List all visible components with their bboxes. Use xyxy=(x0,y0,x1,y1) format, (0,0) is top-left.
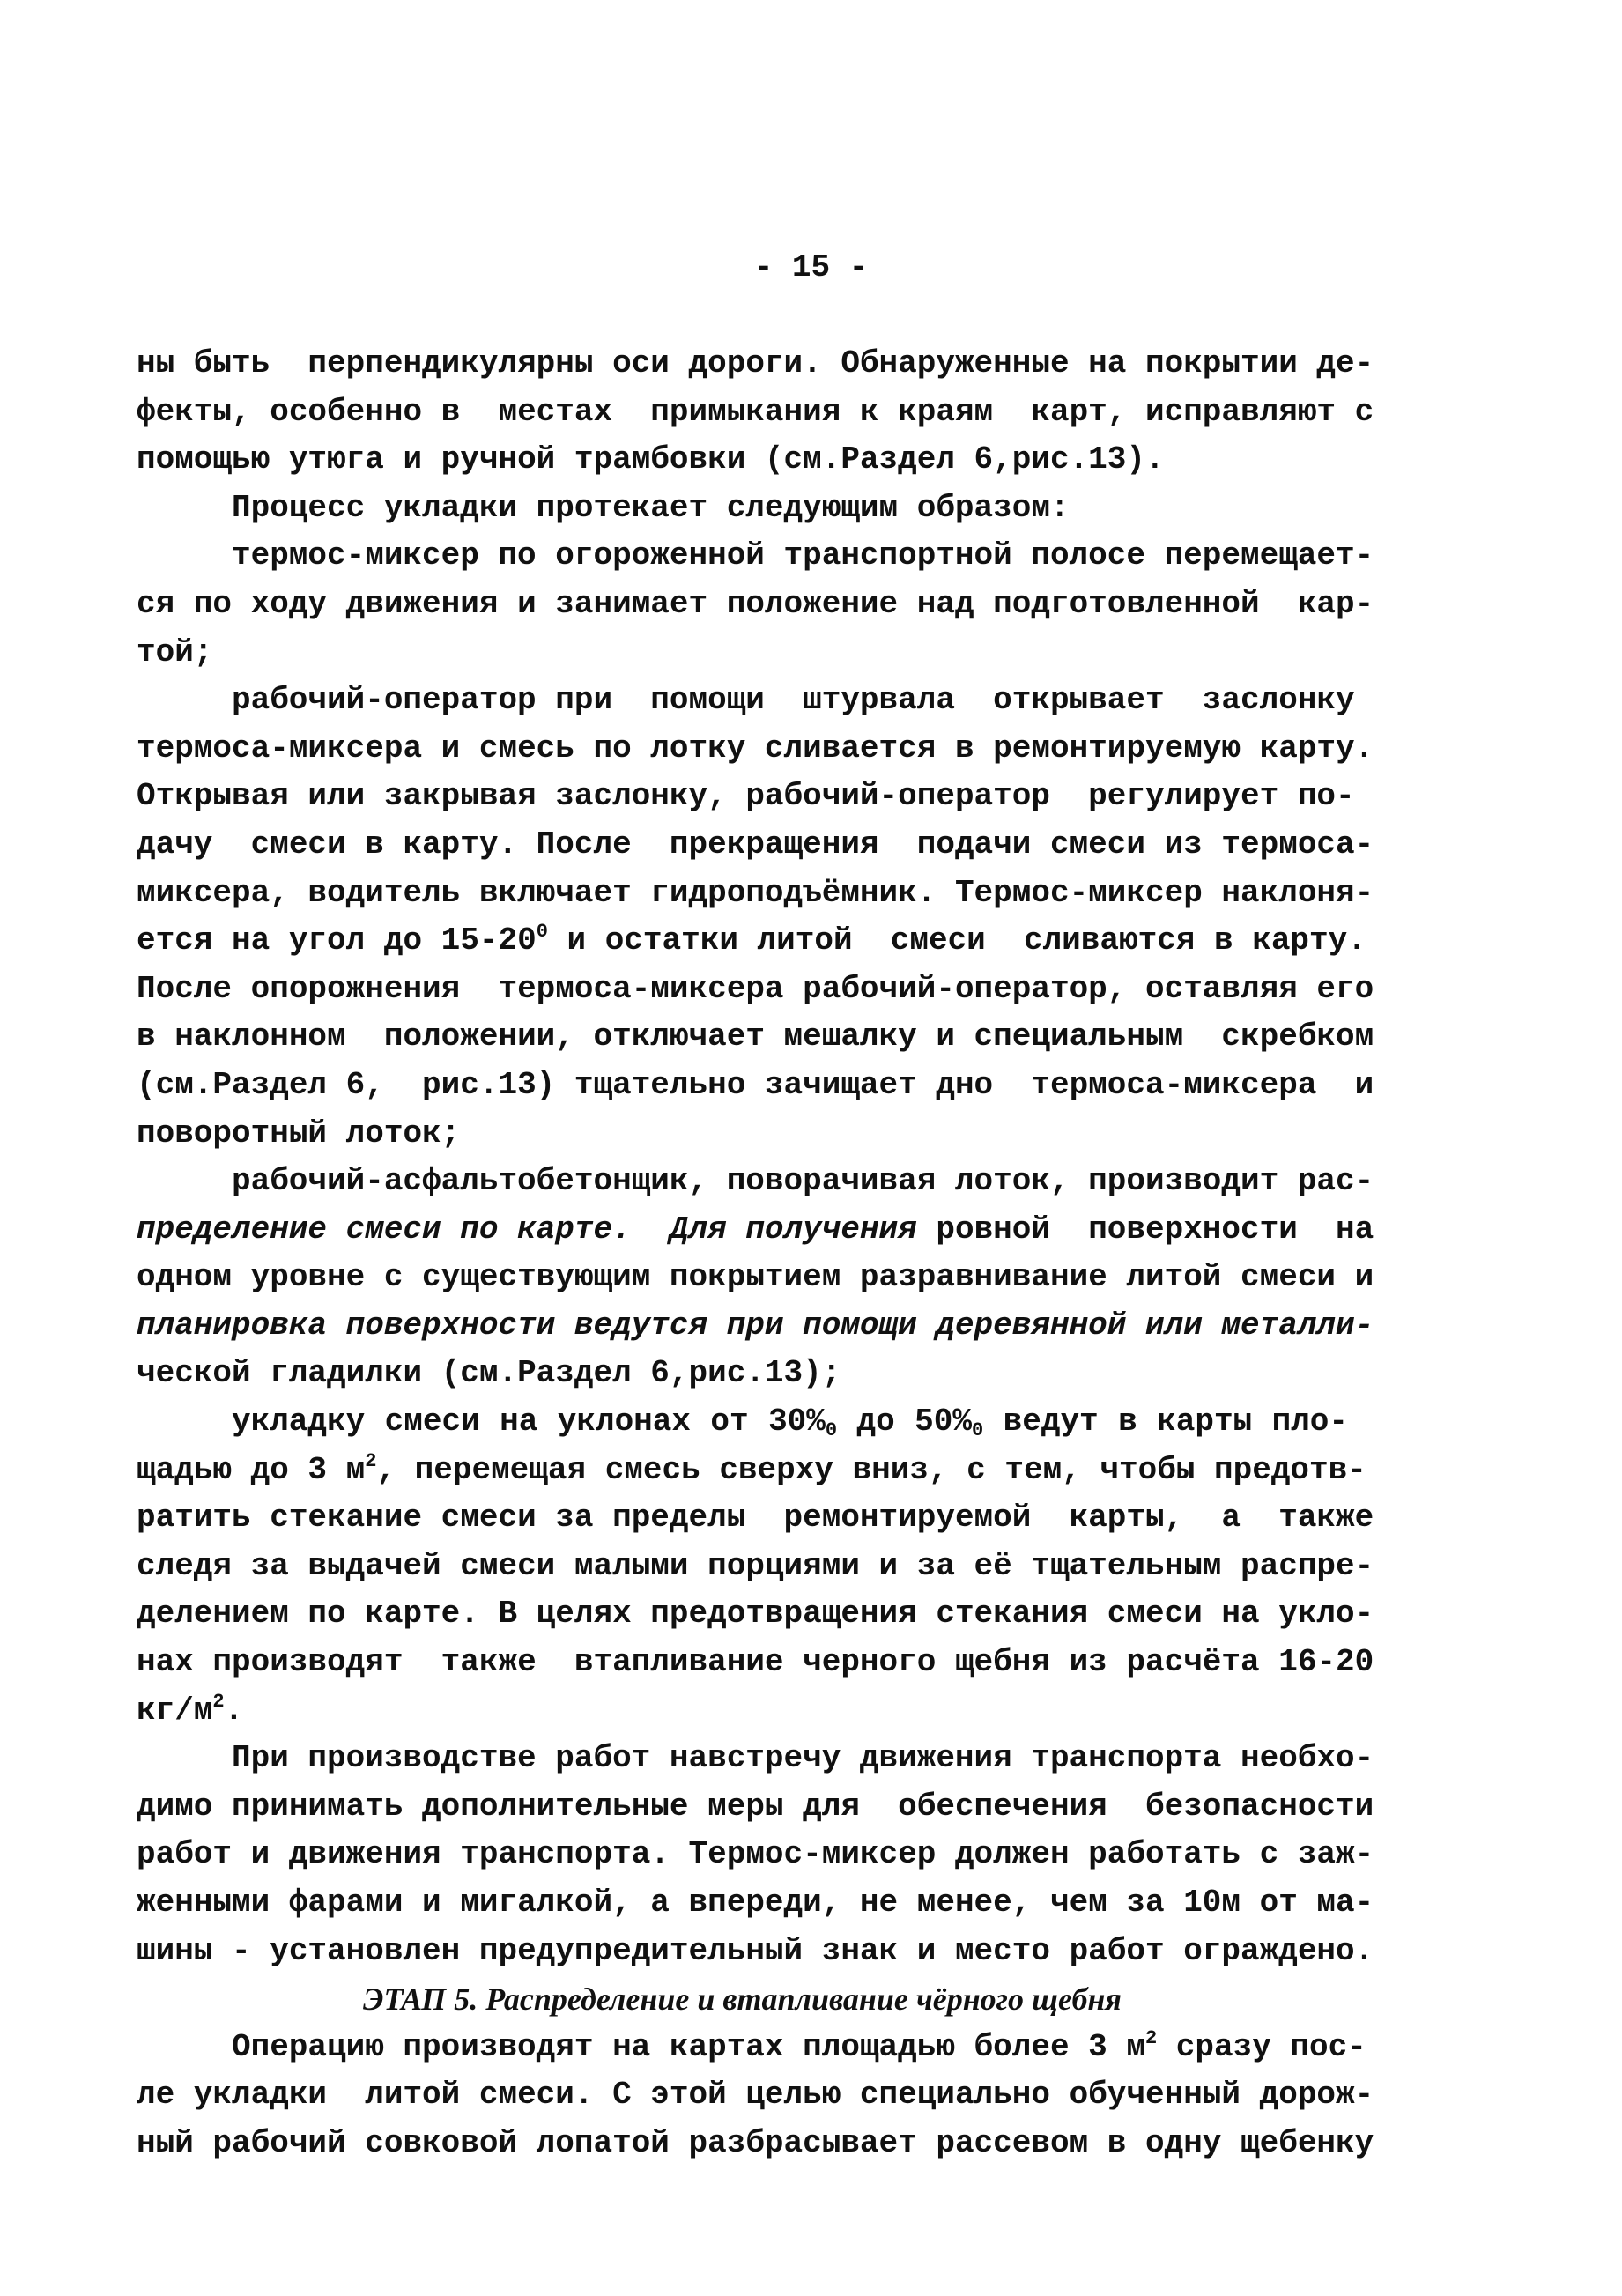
square-superscript: 2 xyxy=(212,1690,225,1713)
text-fragment: Для получения xyxy=(631,1211,937,1248)
text-line xyxy=(137,2024,1366,2072)
text-fragment: ется на угол до 15-20 xyxy=(137,922,537,959)
text-line: следя за выдачей смеси малыми порциями и за её тщательным распре- xyxy=(137,1547,1374,1584)
square-superscript: 2 xyxy=(1144,2026,1158,2049)
text-line: ратить стекание смеси за пределы ремонтируемой карты, а также xyxy=(137,1500,1374,1537)
text-line: той; xyxy=(137,633,213,670)
text-fragment: . xyxy=(224,1692,244,1729)
text-fragment: и остатки литой смеси сливаются в карту. xyxy=(547,922,1366,959)
degree-superscript: 0 xyxy=(536,921,548,944)
text-fragment: сразу пос- xyxy=(1157,2028,1366,2065)
text-line: фекты, особенно в местах примыкания к краям карт, исправляют с xyxy=(137,393,1374,430)
text-fragment: пределение смеси по карте. xyxy=(137,1211,632,1248)
permille-subscript: 0 xyxy=(825,1419,838,1442)
text-line: дачу смеси в карту. После прекращения подачи смеси из термоса- xyxy=(137,826,1374,863)
text-line: рабочий-асфальтобетонщик, поворачивая лоток, производит рас- xyxy=(232,1163,1374,1200)
text-line: помощью утюга и ручной трамбовки (см.Раздел 6,рис.13). xyxy=(137,441,1165,478)
text-line: термоса-миксера и смесь по лотку сливается в ремонтируемую карту. xyxy=(137,730,1374,767)
text-line: ле укладки литой смеси. С этой целью специально обученный дорож- xyxy=(137,2077,1374,2114)
text-fragment: Операцию производят на картах площадью более 3 м xyxy=(232,2028,1145,2065)
text-line: нах производят также втапливание черного щебня из расчёта 16-20 xyxy=(137,1644,1374,1681)
permille-subscript: 0 xyxy=(972,1419,984,1442)
text-line: термос-миксер по огороженной транспортной полосе перемещает- xyxy=(232,537,1374,574)
text-line: планировка поверхности ведутся при помощи деревянной или металли- xyxy=(137,1307,1374,1344)
text-fragment: щадью до 3 м xyxy=(137,1451,366,1488)
text-line: рабочий-оператор при помощи штурвала открывает заслонку xyxy=(232,682,1355,719)
text-line: шины - установлен предупредительный знак и место работ ограждено. xyxy=(137,1932,1374,1969)
text-line: делением по карте. В целях предотвращения стекания смеси на укло- xyxy=(137,1596,1374,1633)
text-line: поворотный лоток; xyxy=(137,1115,461,1152)
text-fragment: , перемещая смесь сверху вниз, с тем, чтобы предотв- xyxy=(376,1451,1366,1488)
text-line: ный рабочий совковой лопатой разбрасывает рассевом в одну щебенку xyxy=(137,2124,1374,2161)
text-fragment: до 50% xyxy=(837,1404,972,1441)
body-text xyxy=(137,340,1374,2168)
text-fragment: укладку смеси на уклонах от 30% xyxy=(232,1404,826,1441)
text-fragment: кг/м xyxy=(137,1692,213,1729)
text-line: Процесс укладки протекает следующим образом: xyxy=(232,489,1070,526)
text-line: димо принимать дополнительные меры для обеспечения безопасности xyxy=(137,1788,1374,1825)
text-line: в наклонном положении, отключает мешалку и специальным скребком xyxy=(137,1018,1374,1055)
text-line: Открывая или закрывая заслонку, рабочий-оператор регулирует по- xyxy=(137,778,1355,815)
text-fragment: ведут в карты пло- xyxy=(983,1404,1349,1441)
text-line: ны быть перпендикулярны оси дороги. Обнаруженные на покрытии де- xyxy=(137,345,1374,381)
text-line xyxy=(137,1687,1348,1736)
section-heading: ЭТАП 5. Распределение и втапливание чёрного щебня xyxy=(363,1981,1122,2018)
text-line xyxy=(137,1206,1374,1255)
text-line: При производстве работ навстречу движения транспорта необхо- xyxy=(232,1740,1374,1777)
text-line: (см.Раздел 6, рис.13) тщательно зачищает дно термоса-миксера и xyxy=(137,1066,1374,1103)
text-line: После опорожнения термоса-миксера рабочий-оператор, оставляя его xyxy=(137,970,1374,1007)
text-line xyxy=(137,917,1366,966)
text-line: одном уровне с существующим покрытием разравнивание литой смеси и xyxy=(137,1259,1374,1296)
text-fragment: ровной поверхности на xyxy=(936,1211,1374,1248)
text-line: женными фарами и мигалкой, а впереди, не менее, чем за 10м от ма- xyxy=(137,1885,1374,1921)
text-line: ся по ходу движения и занимает положение над подготовленной кар- xyxy=(137,585,1374,622)
text-line: ческой гладилки (см.Раздел 6,рис.13); xyxy=(137,1355,841,1392)
square-superscript: 2 xyxy=(365,1449,377,1472)
page-number: - 15 - xyxy=(753,249,869,285)
text-line xyxy=(137,1447,1366,1495)
text-line: работ и движения транспорта. Термос-миксер должен работать с заж- xyxy=(137,1836,1374,1873)
text-line: миксера, водитель включает гидроподъёмник. Термос-миксер наклоня- xyxy=(137,874,1374,911)
text-line xyxy=(137,1398,1348,1447)
